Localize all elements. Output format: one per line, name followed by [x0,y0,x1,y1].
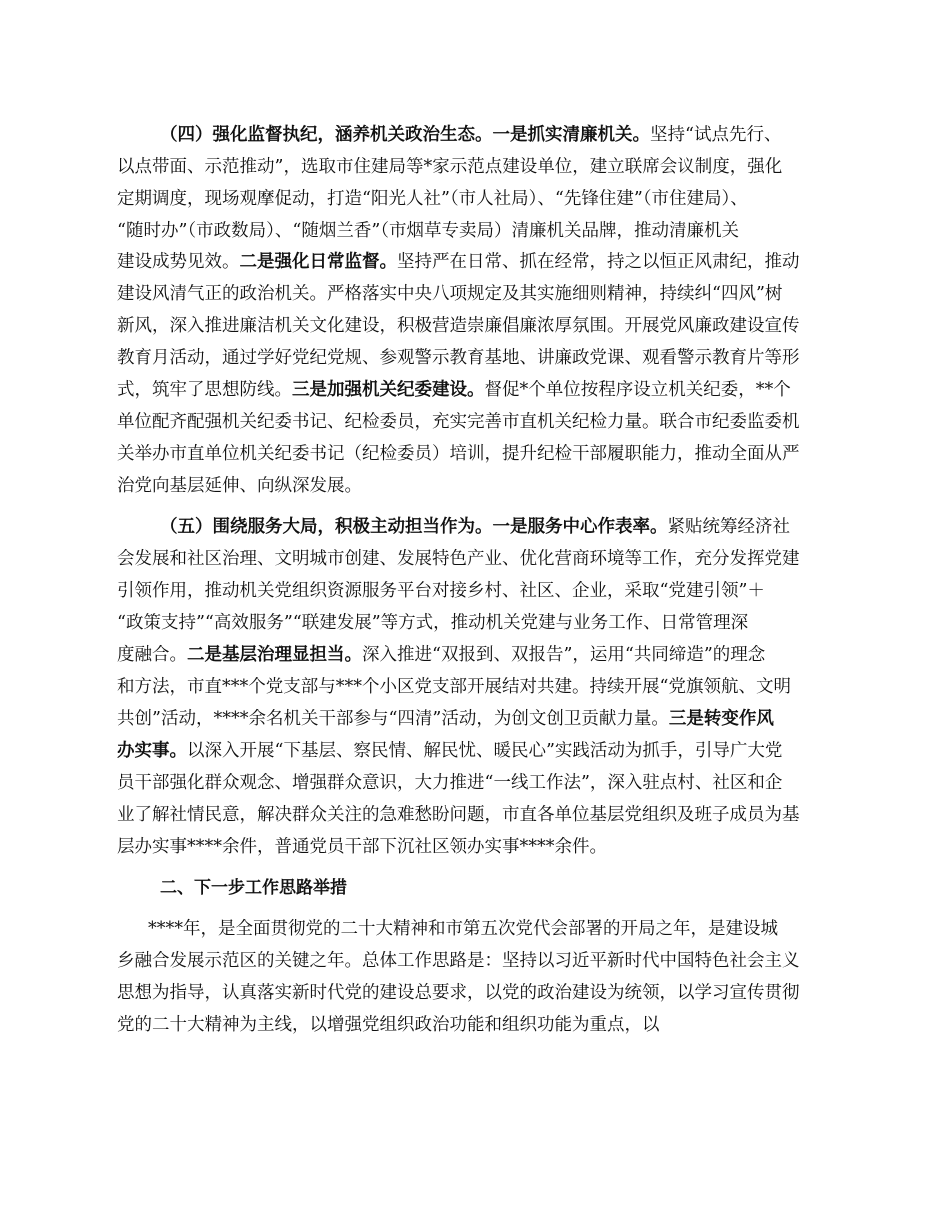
p4-line-segment: 关举办市直单位机关纪委书记（纪检委员）培训，提升纪检干部履职能力，推动全面从严 [117,444,800,464]
p4-line [117,347,830,369]
pn-line [117,982,830,1004]
p5-line-segment: 共创”活动，****余名机关干部参与“四清”活动，为创文创卫贡献力量。 [117,709,669,729]
p4-line-segment: 二是强化日常监督。 [239,252,397,272]
p5-line-segment: （五）围绕服务大局，积极主动担当作为。一是服务中心作表率。 [160,517,668,537]
p4-line [160,124,820,146]
p4-line [117,220,830,242]
p4-line-segment: 单位配齐配强机关纪委书记、纪检委员，充实完善市直机关纪检力量。联合市纪委监委机 [117,412,800,432]
pn-line-segment: 乡融合发展示范区的关键之年。总体工作思路是：坚持以习近平新时代中国特色社会主义 [117,951,800,971]
p4-line-segment: 建设成势见效。 [117,252,240,272]
p5-line-segment: 紧贴统筹经济社 [667,517,790,537]
p4-line-segment: 新风，深入推进廉洁机关文化建设，积极营造崇廉倡廉浓厚氛围。开展党风廉政建设宣传 [117,316,800,336]
p5-line-segment: 业了解社情民意，解决群众关注的急难愁盼问题，市直各单位基层党组织及班子成员为基 [117,805,800,825]
p5-line [117,612,830,634]
p5-line-segment: 以深入开展“下基层、察民情、解民忧、暖民心”实践活动为抓手，引导广大党 [187,741,783,761]
p4-line-segment: “随时办”（市政数局）、“随烟兰香”（市烟草专卖局）清廉机关品牌，推动清廉机关 [117,221,740,241]
pn-line-segment: 思想为指导，认真落实新时代党的建设总要求，以党的政治建设为统领，以学习宣传贯彻 [117,983,800,1003]
p5-line [117,740,830,762]
p5-line-segment: 和方法，市直***个党支部与***个小区党支部开展结对共建。持续开展“党旗领航、文明 [117,677,791,697]
section-heading: 二、下一步工作思路举措 [160,878,347,898]
p5-line-segment: 深入推进“双报到、双报告”，运用“共同缔造”的理念 [362,645,766,665]
p4-line-segment: 教育月活动，通过学好党纪党规、参观警示教育基地、讲廉政党课、观看警示教育片等形 [117,348,800,368]
p4-line [117,379,830,401]
p4-line [117,251,830,273]
p4-line [117,475,830,497]
p4-line-segment: 三是加强机关纪委建设。 [292,380,485,400]
p5-line [117,772,830,794]
pn-line [117,950,830,972]
p5-line-segment: 引领作用，推动机关党组织资源服务平台对接乡村、社区、企业，采取“党建引领”＋ [117,581,765,601]
p4-line-segment: 治党向基层延伸、向纵深发展。 [117,476,362,496]
p5-line [117,804,830,826]
p4-line [117,315,830,337]
p4-line-segment: 建设风清气正的政治机关。严格落实中央八项规定及其实施细则精神，持续纠“四风”树 [117,284,783,304]
p4-line-segment: 以点带面、示范推动”，选取市住建局等*家示范点建设单位，建立联席会议制度，强化 [117,157,783,177]
p4-line [117,156,830,178]
p4-line [117,411,830,433]
p4-line [117,443,830,465]
p4-line-segment: 坚持“试点先行、 [650,125,782,145]
p4-line [117,188,830,210]
p5-line-segment: “政策支持”“高效服务”“联建发展”等方式，推动机关党建与业务工作、日常管理深 [117,613,749,633]
p4-line-segment: 式，筑牢了思想防线。 [117,380,292,400]
p5-line [117,708,830,730]
p5-line [160,516,820,538]
p5-line-segment: 度融合。 [117,645,187,665]
p5-line [117,580,830,602]
p5-line-segment: 三是转变作风 [668,709,774,729]
p5-line [117,644,830,666]
p4-line-segment: 坚持严在日常、抓在经常，持之以恒正风肃纪，推动 [397,252,800,272]
p5-line [117,548,830,570]
pn-line-segment: 党的二十大精神为主线，以增强党组织政治功能和组织功能为重点，以 [117,1015,660,1035]
p4-line-segment: 定期调度，现场观摩促动，打造“阳光人社”（市人社局）、“先锋住建”（市住建局）、 [117,189,748,209]
p4-line-segment: 督促*个单位按程序设立机关纪委，**个 [484,380,791,400]
p4-line [117,283,830,305]
p5-line [117,676,830,698]
p5-line-segment: 二是基层治理显担当。 [187,645,362,665]
p4-line-segment: （四）强化监督执纪，涵养机关政治生态。一是抓实清廉机关。 [160,125,650,145]
pn-line-segment: ****年，是全面贯彻党的二十大精神和市第五次党代会部署的开局之年，是建设城 [148,919,778,939]
pn-line [148,918,820,940]
p5-line-segment: 员干部强化群众观念、增强群众意识，大力推进“一线工作法”，深入驻点村、社区和企 [117,773,783,793]
pn-line [117,1014,830,1036]
p5-line-segment: 会发展和社区治理、文明城市创建、发展特色产业、优化营商环境等工作，充分发挥党建 [117,549,800,569]
p5-line-segment: 层办实事****余件，普通党员干部下沉社区领办实事****余件。 [117,837,607,857]
p5-line-segment: 办实事。 [117,741,187,761]
p5-line [117,836,830,858]
